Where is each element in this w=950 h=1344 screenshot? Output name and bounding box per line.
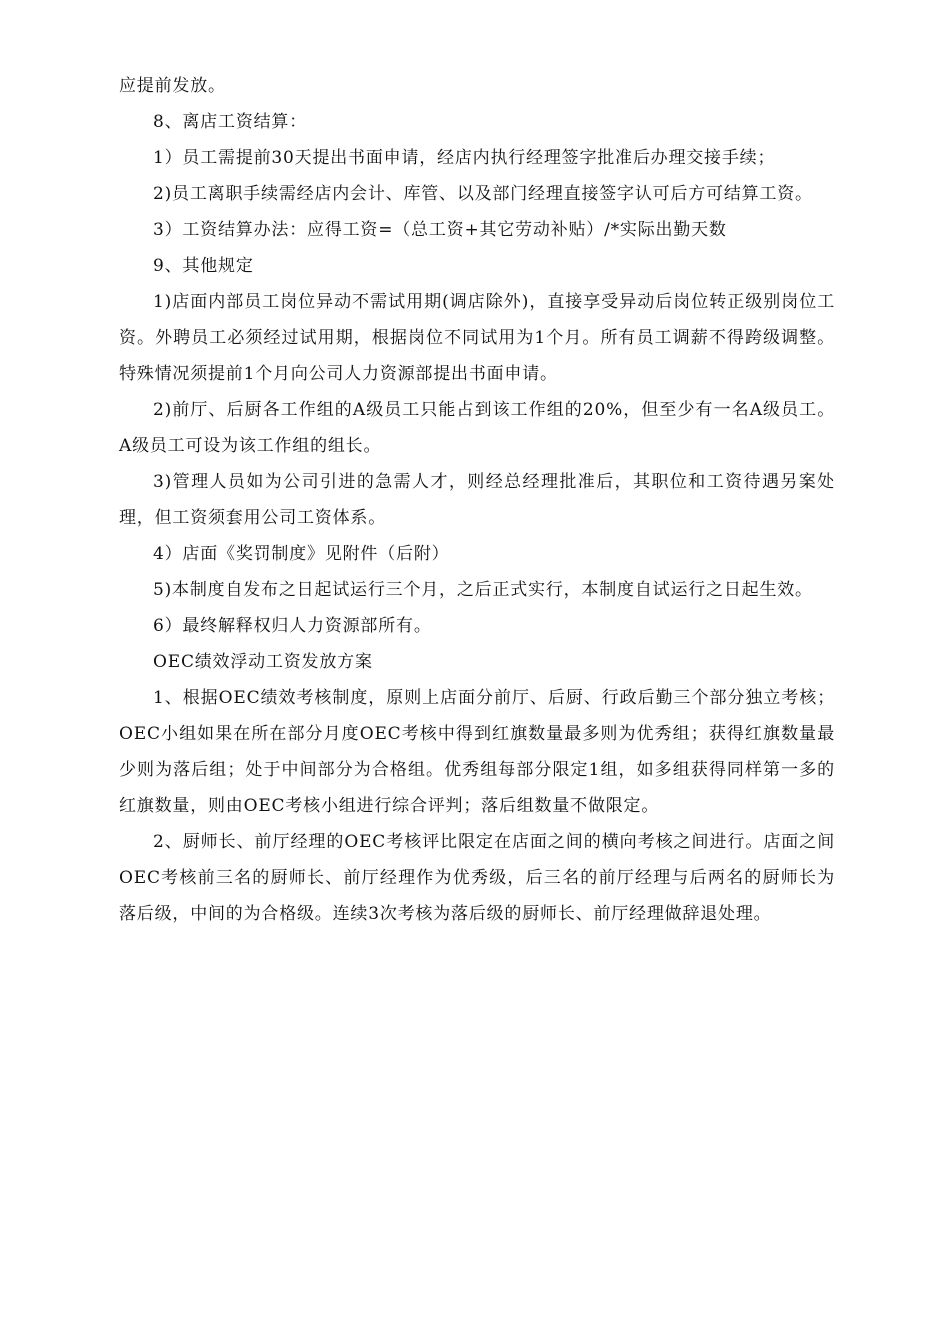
paragraph-other-rule-3: 3)管理人员如为公司引进的急需人才，则经总经理批准后，其职位和工资待遇另案处理，但工资须套用公司工资体系。 — [119, 472, 835, 528]
paragraph-resignation-rule-1: 1）员工需提前30天提出书面申请，经店内执行经理签字批准后办理交接手续； — [153, 148, 776, 168]
paragraph-continuation: 应提前发放。 — [119, 76, 226, 96]
paragraph-resignation-rule-3: 3）工资结算办法：应得工资=（总工资+其它劳动补贴）/*实际出勤天数 — [153, 220, 727, 240]
paragraph-other-rule-1: 1)店面内部员工岗位异动不需试用期(调店除外)，直接享受异动后岗位转正级别岗位工资。外聘员工必须经过试用期，根据岗位不同试用为1个月。所有员工调薪不得跨级调整。特殊情况须提前1个月向公司人力资源部提出书面申请。 — [119, 292, 835, 384]
paragraph-other-rule-4: 4）店面《奖罚制度》见附件（后附） — [153, 544, 450, 564]
section-heading-resignation-settlement: 8、离店工资结算： — [153, 112, 308, 132]
section-heading-oec-plan: OEC绩效浮动工资发放方案 — [153, 652, 373, 672]
document-body — [119, 68, 835, 932]
section-heading-other-rules: 9、其他规定 — [153, 256, 254, 276]
paragraph-oec-rule-1: 1、根据OEC绩效考核制度，原则上店面分前厅、后厨、行政后勤三个部分独立考核；OEC小组如果在所在部分月度OEC考核中得到红旗数量最多则为优秀组；获得红旗数量最少则为落后组；处于中间部分为合格组。优秀组每部分限定1组，如多组获得同样第一多的红旗数量，则由OEC考核小组进行综合评判；落后组数量不做限定。 — [119, 688, 835, 816]
paragraph-other-rule-2: 2)前厅、后厨各工作组的A级员工只能占到该工作组的20%，但至少有一名A级员工。A级员工可设为该工作组的组长。 — [119, 400, 835, 456]
paragraph-oec-rule-2: 2、厨师长、前厅经理的OEC考核评比限定在店面之间的横向考核之间进行。店面之间OEC考核前三名的厨师长、前厅经理作为优秀级，后三名的前厅经理与后两名的厨师长为落后级，中间的为合格级。连续3次考核为落后级的厨师长、前厅经理做辞退处理。 — [119, 832, 835, 924]
paragraph-other-rule-5: 5)本制度自发布之日起试运行三个月，之后正式实行，本制度自试运行之日起生效。 — [153, 580, 813, 600]
paragraph-other-rule-6: 6）最终解释权归人力资源部所有。 — [153, 616, 432, 636]
paragraph-resignation-rule-2: 2)员工离职手续需经店内会计、库管、以及部门经理直接签字认可后方可结算工资。 — [153, 184, 813, 204]
